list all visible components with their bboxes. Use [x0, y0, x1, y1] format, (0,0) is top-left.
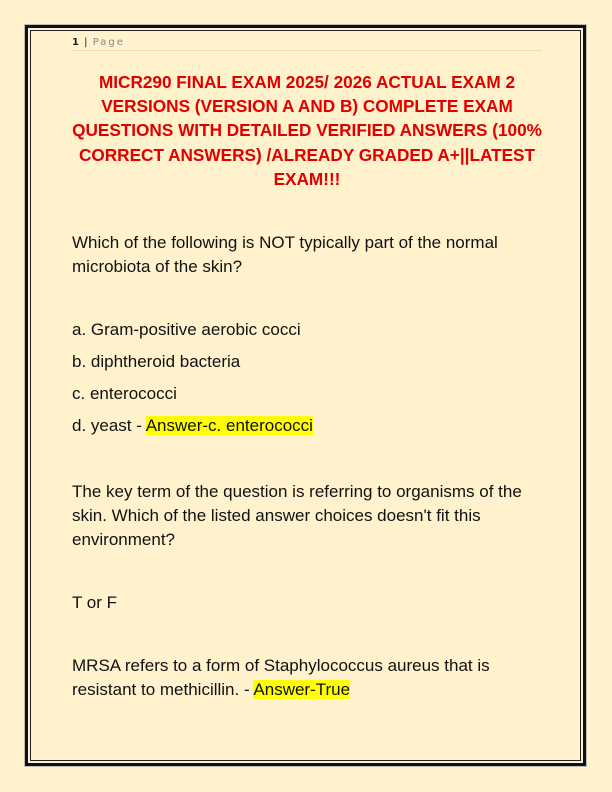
question-2-text: MRSA refers to a form of Staphylococcus aureus that is resistant to methicillin. - — [72, 656, 490, 699]
document-title: MICR290 FINAL EXAM 2025/ 2026 ACTUAL EXAM 2 VERSIONS (VERSION A AND B) COMPLETE EXAM QUESTIONS WITH DETAILED VERIFIED ANSWERS (100% CORRECT ANSWERS) /ALREADY GRADED A+||LATEST EXAM!!! — [72, 72, 542, 189]
question-2-answer: Answer-True — [253, 680, 351, 699]
question-1-rationale: The key term of the question is referring to organisms of the skin. Which of the listed answer choices doesn't fit this environment? — [72, 482, 522, 549]
question-1-option-d-text: d. yeast - — [72, 416, 146, 435]
question-1-option-d — [72, 414, 552, 438]
question-1-text: Which of the following is NOT typically part of the normal microbiota of the skin? — [72, 233, 498, 276]
question-1-answer: Answer-c. enterococci — [145, 416, 313, 435]
page-header — [72, 36, 542, 51]
question-2 — [72, 654, 552, 702]
question-2-type-label: T or F — [72, 593, 118, 612]
question-1-option-c: c. enterococci — [72, 384, 177, 403]
question-1-option-a: a. Gram-positive aerobic cocci — [72, 320, 301, 339]
page-label: Page — [92, 37, 125, 48]
page-separator: | — [84, 37, 88, 48]
question-1-option-b: b. diphtheroid bacteria — [72, 352, 241, 371]
page-number: 1 — [72, 37, 79, 48]
